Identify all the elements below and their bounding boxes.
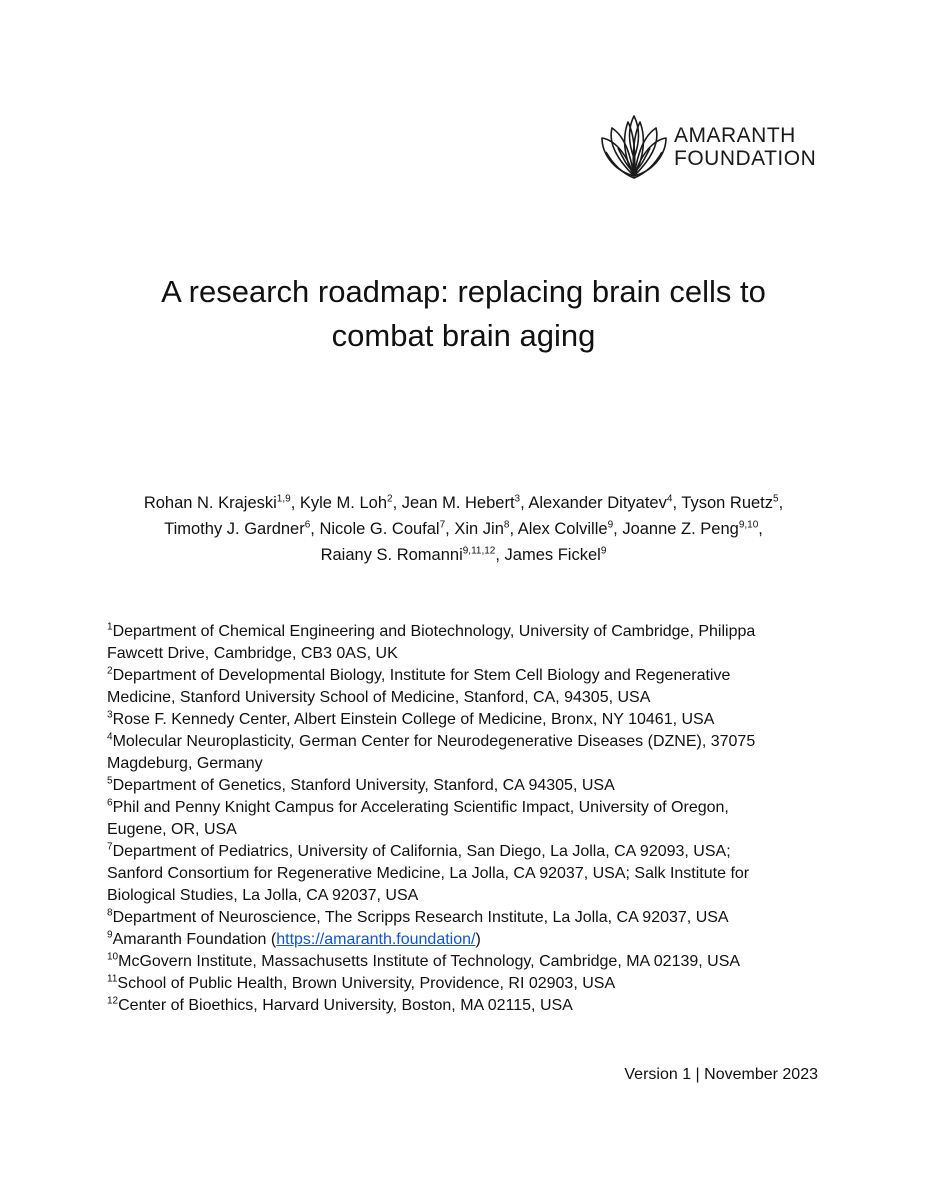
author-separator: , (509, 520, 518, 538)
author-name: Timothy J. Gardner (164, 520, 305, 538)
author-name: Joanne Z. Peng (622, 520, 739, 538)
affiliation-number: 8 (107, 907, 113, 919)
author-line (60, 516, 867, 542)
author-separator: , (445, 520, 455, 538)
author-affiliation-marker: 9 (600, 545, 607, 557)
affiliation-text: Rose F. Kennedy Center, Albert Einstein College of Medicine, Bronx, NY 10461, USA (112, 711, 715, 728)
author-separator: , (520, 494, 529, 512)
author-name: Alexander Dityatev (528, 494, 667, 512)
paper-title (60, 270, 867, 358)
affiliation-text: School of Public Health, Brown University, Providence, RI 02903, USA (117, 975, 616, 992)
author-separator: , (613, 520, 623, 538)
affiliation-item (107, 797, 807, 841)
affiliation-text: Biological Studies, La Jolla, CA 92037, USA (107, 887, 419, 904)
affiliation-number: 2 (107, 665, 113, 677)
affiliation-list (107, 621, 807, 1017)
author-name: Rohan N. Krajeski (143, 494, 277, 512)
affiliation-item (107, 731, 807, 775)
logo-line-2: FOUNDATION (674, 147, 817, 170)
amaranth-logo (598, 112, 818, 182)
affiliation-number: 6 (107, 797, 113, 809)
author-name: Jean M. Hebert (401, 494, 515, 512)
author-separator: , (392, 494, 402, 512)
version-date: Version 1 | November 2023 (624, 1066, 818, 1083)
affiliation-text: Amaranth Foundation ( (112, 931, 277, 948)
affiliation-text: Eugene, OR, USA (107, 821, 237, 838)
affiliation-number: 3 (107, 709, 113, 721)
affiliation-text: Sanford Consortium for Regenerative Medicine, La Jolla, CA 92037, USA; Salk Institute for (107, 865, 750, 882)
author-affiliation-marker: 9,10 (738, 519, 759, 531)
author-affiliation-marker: 5 (773, 493, 779, 505)
author-separator: , (495, 546, 505, 564)
affiliation-number: 12 (107, 995, 119, 1007)
affiliation-item (107, 907, 807, 929)
affiliation-item (107, 973, 807, 995)
author-name: Tyson Ruetz (681, 494, 774, 512)
affiliation-text: Magdeburg, Germany (107, 755, 263, 772)
affiliation-number: 1 (107, 621, 113, 633)
lotus-flower-icon (598, 112, 670, 182)
title-line-1: A research roadmap: replacing brain cells to (161, 274, 766, 309)
affiliation-text: Molecular Neuroplasticity, German Center for Neurodegenerative Diseases (DZNE), 37075 (112, 733, 756, 750)
affiliation-text: ) (475, 931, 481, 948)
affiliation-text: Department of Chemical Engineering and Biotechnology, University of Cambridge, Philippa (112, 623, 756, 640)
author-name: Xin Jin (454, 520, 504, 538)
author-name: Alex Colville (517, 520, 608, 538)
title-line-2: combat brain aging (331, 318, 596, 353)
author-affiliation-marker: 2 (387, 493, 393, 505)
affiliation-link[interactable]: https://amaranth.foundation/ (276, 931, 476, 948)
affiliation-number: 10 (107, 951, 119, 963)
author-affiliation-marker: 6 (304, 519, 311, 531)
affiliation-item (107, 951, 807, 973)
affiliation-item (107, 709, 807, 731)
affiliation-text: Fawcett Drive, Cambridge, CB3 0AS, UK (107, 645, 398, 662)
author-affiliation-marker: 1,9 (276, 493, 291, 505)
logo-wordmark (674, 124, 816, 170)
author-affiliation-marker: 3 (514, 493, 521, 505)
affiliation-item (107, 775, 807, 797)
affiliation-number: 11 (107, 973, 118, 985)
author-separator: , (758, 520, 763, 538)
affiliation-item (107, 929, 807, 951)
author-name: Nicole G. Coufal (319, 520, 440, 538)
author-affiliation-marker: 4 (666, 493, 673, 505)
affiliation-number: 9 (107, 929, 113, 941)
logo-line-1: AMARANTH (674, 124, 796, 147)
affiliation-text: Department of Genetics, Stanford University, Stanford, CA 94305, USA (112, 777, 615, 794)
author-affiliation-marker: 9 (607, 519, 614, 531)
affiliation-text: Department of Neuroscience, The Scripps Research Institute, La Jolla, CA 92037, USA (112, 909, 729, 926)
affiliation-text: Center of Bioethics, Harvard University, Boston, MA 02115, USA (118, 997, 573, 1014)
affiliation-text: Phil and Penny Knight Campus for Accelerating Scientific Impact, University of Oregon, (112, 799, 729, 816)
affiliation-item (107, 841, 807, 907)
affiliation-text: McGovern Institute, Massachusetts Institute of Technology, Cambridge, MA 02139, USA (118, 953, 741, 970)
author-separator: , (778, 494, 784, 512)
affiliation-item (107, 995, 807, 1017)
author-line (60, 542, 867, 568)
affiliation-number: 7 (107, 841, 113, 853)
author-name: Kyle M. Loh (299, 494, 387, 512)
affiliation-item (107, 665, 807, 709)
affiliation-item (107, 621, 807, 665)
author-affiliation-marker: 9,11,12 (462, 545, 496, 557)
affiliation-text: Department of Pediatrics, University of California, San Diego, La Jolla, CA 92093, USA; (112, 843, 731, 860)
affiliation-text: Department of Developmental Biology, Institute for Stem Cell Biology and Regenerative (112, 667, 731, 684)
author-name: Raiany S. Romanni (320, 546, 463, 564)
author-separator: , (290, 494, 300, 512)
author-name: James Fickel (504, 546, 601, 564)
author-separator: , (310, 520, 320, 538)
author-affiliation-marker: 7 (439, 519, 446, 531)
author-list (60, 490, 867, 568)
affiliation-number: 4 (107, 731, 113, 743)
author-line (60, 490, 867, 516)
author-affiliation-marker: 8 (503, 519, 510, 531)
affiliation-number: 5 (107, 775, 113, 787)
author-separator: , (672, 494, 682, 512)
affiliation-text: Medicine, Stanford University School of Medicine, Stanford, CA, 94305, USA (107, 689, 651, 706)
